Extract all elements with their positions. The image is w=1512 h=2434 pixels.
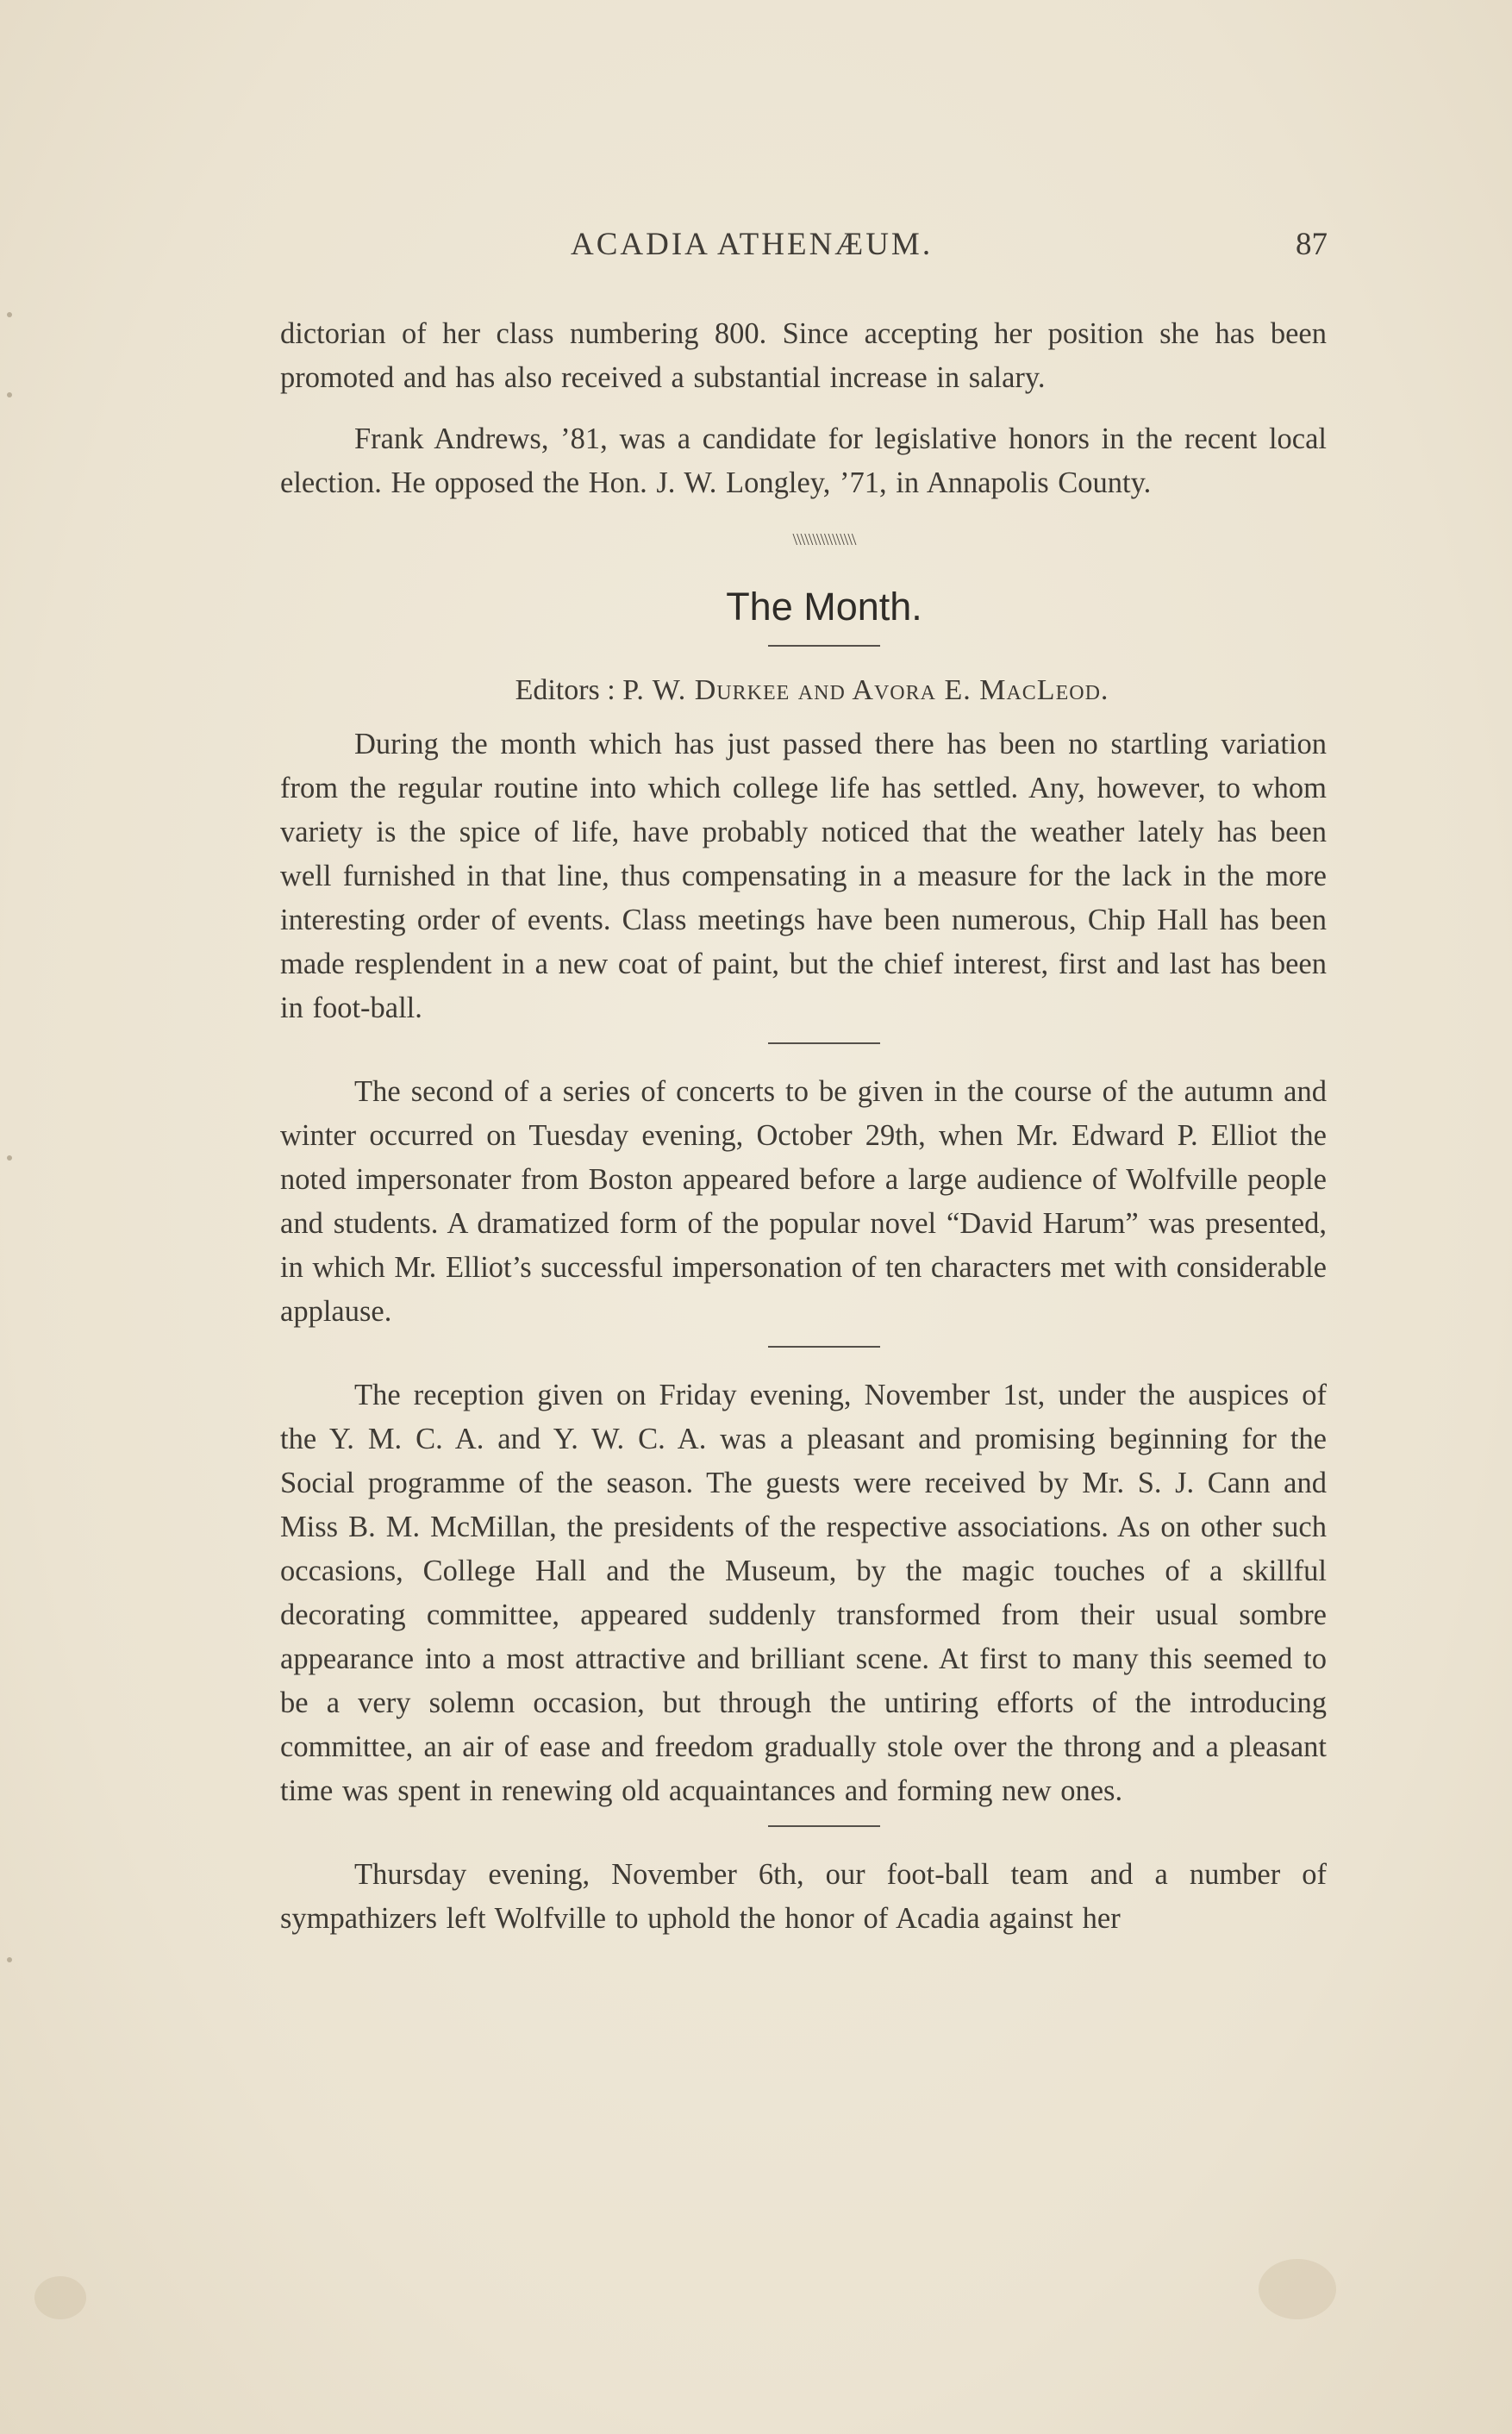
section-ornament: \\\\\\\\\\\\\\\\ xyxy=(792,530,856,549)
section-title: The Month. xyxy=(726,585,922,629)
editors-label: Editors : xyxy=(515,674,615,706)
margin-mark xyxy=(7,1155,12,1161)
paper-stain xyxy=(1259,2259,1336,2319)
concert-paragraph: The second of a series of concerts to be given in the course of the autumn and winter occurred on Tuesday evening, October 29th, when Mr. Edward P. Elliot the noted impersonater from Boston appeared before a large audience of Wolfville people and students. A dramatized form of the popular novel “David Harum” was presented, in which Mr. Elliot’s successful impersonation of ten characters met with considerable applause. xyxy=(280,1075,1327,1328)
section-divider xyxy=(768,1825,880,1827)
margin-mark xyxy=(7,312,12,317)
football-paragraph: Thursday evening, November 6th, our foot-ball team and a number of sympathizers left Wolfville to uphold the honor of Acadia against her xyxy=(280,1858,1327,1935)
reception-paragraph: The reception given on Friday evening, November 1st, under the auspices of the Y. M. C. A. and Y. W. C. A. was a pleasant and promising beginning for the Social programme of the season. The guests were received by Mr. S. J. Cann and Miss B. M. McMillan, the presidents of the respective associations. As on other such occasions, College Hall and the Museum, by the magic touches of a skillful decorating committee, appeared suddenly transformed from their usual sombre appearance into a most attractive and brilliant scene. At first to many this seemed to be a very solemn occasion, but through the untiring efforts of the introducing committee, an air of ease and freedom gradually stole over the throng and a pleasant time was spent in renewing old acquaintances and forming new ones. xyxy=(280,1379,1327,1807)
page-header xyxy=(280,226,1328,269)
page-number: 87 xyxy=(1296,227,1328,262)
margin-mark xyxy=(7,1957,12,1962)
section-divider xyxy=(768,1346,880,1348)
text-column xyxy=(280,312,1327,1941)
title-rule xyxy=(768,645,880,647)
margin-mark xyxy=(7,392,12,397)
running-head: ACADIA ATHENÆUM. xyxy=(571,227,934,262)
continued-paragraph: dictorian of her class numbering 800. Since accepting her position she has been promoted and has also received a substantial increase in salary. xyxy=(280,317,1327,394)
alumni-note-paragraph: Frank Andrews, ’81, was a candidate for legislative honors in the recent local election. He opposed the Hon. J. W. Longley, ’71, in Annapolis County. xyxy=(280,422,1327,499)
paper-stain xyxy=(34,2276,86,2319)
editors-names: P. W. Durkee and Avora E. MacLeod. xyxy=(622,674,1109,706)
editors-line xyxy=(280,671,1327,710)
month-paragraph: During the month which has just passed there has been no startling variation from the regular routine into which college life has settled. Any, however, to whom variety is the spice of life, have probably noticed that the weather lately has been well furnished in that line, thus compensating in a measure for the lack in the more interesting order of events. Class meetings have been numerous, Chip Hall has been made resplendent in a new coat of paint, but the chief interest, first and last has been in foot-ball. xyxy=(280,728,1327,1024)
section-divider xyxy=(768,1042,880,1044)
